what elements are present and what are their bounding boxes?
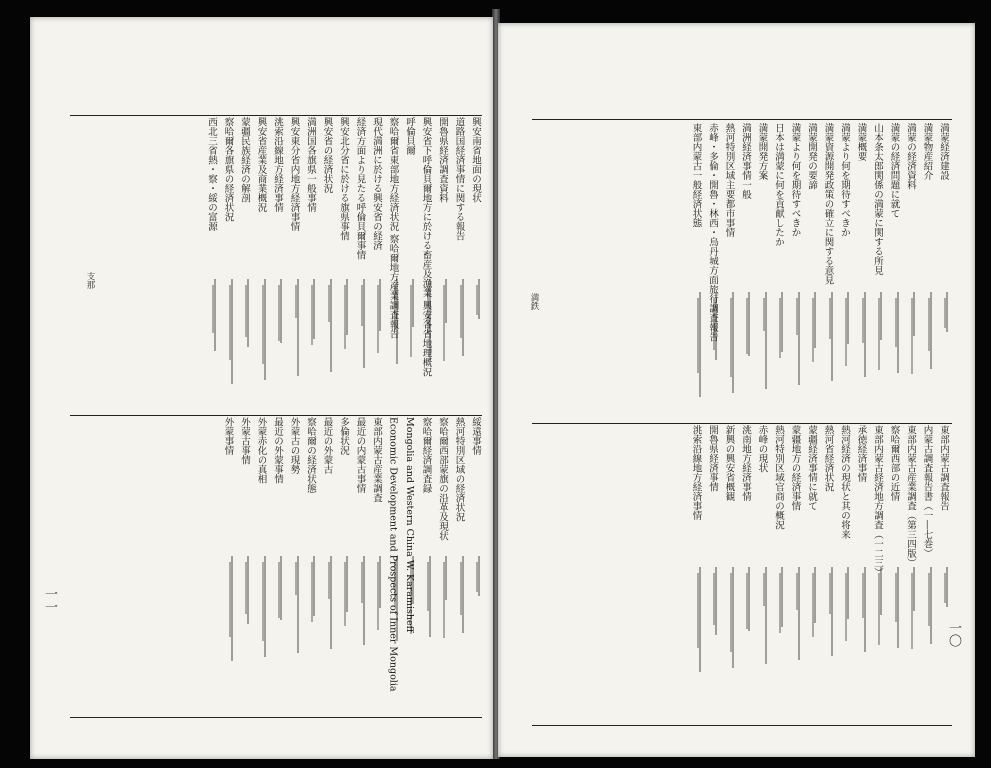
right-upper-header: 満鉄 [529,293,539,310]
meta-text-stub [377,562,379,630]
meta-text-stub [278,285,280,341]
meta-text-stub [812,573,814,637]
left-lower-entry-title: 多倫状況 [338,417,349,455]
left-lower-entry-title: 察哈爾の経済状態 [305,417,316,493]
meta-text-stub [410,562,412,634]
meta-text-stub [427,285,429,334]
right-upper-entry-title: 満蒙開発の要諦 [806,123,817,190]
left-lower-entry-title: 外蒙赤化の真相 [255,417,267,484]
meta-text-stub [779,298,781,358]
left-upper-entry-title: 開魯県経済調査資料 [437,117,448,203]
left-upper-entry-title: 興安南省地面の現状 [470,117,481,203]
right-lower-entry-title: 蒙疆経済事情に就て [806,425,817,511]
right-lower-meta-column [767,563,784,713]
left-lower-list [74,417,481,692]
left-upper-meta-column [233,275,250,415]
meta-text-stub [796,298,798,335]
left-page [30,17,493,759]
meta-text-stub [476,562,478,592]
right-upper-meta-column [866,288,883,413]
right-upper-entry-title: 満蒙の経済問題に就て [888,123,900,218]
right-upper-meta [536,288,948,413]
left-lower-entry-title: Mongolia and Western China W. Karamisheff [404,417,415,633]
meta-text-stub [344,285,346,349]
left-upper-entry-title: 察哈爾各旗県の経済状況 [222,117,234,222]
left-lower-entry-title: 東部内蒙古産業調査 [371,417,382,503]
right-upper-entry-title: 山本条太郎関係の満蒙に関する所見 [872,123,883,275]
meta-text-stub [311,562,313,622]
meta-text-stub [763,573,765,606]
meta-text-stub [812,298,814,362]
right-page [498,23,975,757]
left-bottom-rule [70,717,482,718]
meta-text-stub [478,556,480,596]
right-lower-entry-title: 洮索沿線地方経済事情 [690,425,702,520]
meta-text-stub [361,562,363,603]
left-upper-entry-title: 察哈爾省東部地方経済状況 察哈爾地方産業調査報告 [387,117,399,339]
left-upper-meta-column [315,275,332,415]
right-lower-meta-column [701,563,718,713]
left-lower-meta-column [431,552,448,712]
left-upper-meta-column [447,275,464,415]
meta-text-stub [460,285,462,338]
left-upper-meta-column [299,275,316,415]
right-lower-entry-title: 内蒙古調査報告書（一―七巻） [921,425,933,558]
meta-text-stub [862,298,864,343]
right-lower-meta-column [932,563,949,713]
right-lower-entry-title: 熱河経済の現状と其の将来 [839,425,850,539]
left-upper-meta [74,275,480,415]
left-upper-meta-column [398,275,415,415]
meta-text-stub [944,298,946,328]
left-upper-entry-title: 経済方面より見たる呼倫貝爾事情 [354,117,366,260]
left-upper-entry-title: 興安北分省に於ける旗県事情 [338,117,349,241]
right-upper-meta-column [800,288,817,413]
right-lower-meta-column [734,563,751,713]
left-lower-entry-title: 最近の外蒙古 [321,417,333,474]
left-lower-entry-title: 熱河特別区域の経済状況 [453,417,465,522]
left-upper-meta-column [365,275,382,415]
right-upper-entry-title: 満洲経済事情一般 [740,123,751,199]
left-lower-meta-column [398,552,415,712]
meta-text-stub [410,285,412,357]
left-lower-meta-column [266,552,283,712]
right-lower-entry-title: 東部内蒙古産業調査（第三四版） [905,425,916,568]
meta-text-stub [427,562,429,611]
meta-text-stub [460,562,462,615]
left-upper-meta-column [348,275,365,415]
right-upper-rule [532,119,952,120]
left-upper-entry-title: 呼倫貝爾 [404,117,415,155]
left-upper-entry-title: 西北三省熱・察・綏の富源 [206,117,217,231]
right-lower-entry-title: 東部内蒙古経済地方調査（一二三） [872,425,883,577]
left-upper-entry-title: 蒙疆民族経済の解剖 [239,117,250,203]
right-lower-meta-column [915,563,932,713]
right-bottom-rule [532,725,952,726]
meta-text-stub [245,285,247,337]
left-upper-entry-title: 興安省の経済状況 [321,117,333,193]
left-lower-entry-title: Economic Development and Prospects of Inner Mongolia [387,417,399,692]
meta-text-stub [478,279,480,319]
right-upper-meta-column [932,288,949,413]
meta-text-stub [262,562,264,641]
left-lower-meta-column [249,552,266,712]
meta-text-stub [262,285,264,364]
meta-text-stub [895,298,897,347]
right-upper-entry-title: 東部内蒙古一般経済状態 [690,123,702,228]
left-lower-meta-column [299,552,316,712]
right-upper-entry-title: 熱河特別区域主要都市事情 [723,123,735,237]
left-upper-meta-column [464,275,481,415]
left-lower-meta-column [447,552,464,712]
left-lower-entry-title: 外蒙事情 [222,417,234,455]
left-lower-entry-title: 外蒙古の現勢 [288,417,300,474]
left-upper-rule [70,115,482,116]
meta-text-stub [911,298,913,374]
left-upper-meta-column [249,275,266,415]
meta-text-stub [829,573,831,614]
meta-text-stub [394,285,396,330]
meta-text-stub [878,298,880,370]
left-upper-meta-column [414,275,431,415]
left-lower-meta-column [464,552,481,712]
right-upper-entry-title: 満蒙物産紹介 [921,123,933,180]
right-lower-meta-column [717,563,734,713]
right-lower-meta-column [849,563,866,713]
left-upper-meta-column [381,275,398,415]
meta-text-stub [377,285,379,353]
meta-text-stub [443,285,445,361]
meta-text-stub [278,562,280,618]
right-upper-entry-title: 満蒙より何を期待すべきか [789,123,801,237]
meta-text-stub [245,562,247,614]
right-upper-meta-column [717,288,734,413]
meta-text-stub [946,567,948,607]
right-upper-meta-column [816,288,833,413]
right-upper-entry-title: 赤峰・多倫・開魯・林西・烏丹城方面旅行調査報告 [707,123,718,342]
meta-text-stub [328,285,330,322]
left-lower-meta-column [233,552,250,712]
right-lower-entry-title: 洮南地方経済事情 [740,425,751,501]
meta-text-stub [746,298,748,354]
meta-text-stub [878,573,880,645]
right-mid-rule [532,423,952,424]
left-upper-entry-title: 道路国経済事情に関する報告 [453,117,465,241]
right-upper-meta-column [833,288,850,413]
right-lower-entry-title: 東部内蒙古調査報告 [938,425,949,511]
meta-text-stub [730,298,732,377]
right-upper-meta-column [767,288,784,413]
meta-text-stub [944,573,946,603]
left-upper-header: 支那 [85,272,95,289]
meta-text-stub [713,573,715,625]
right-upper-meta-column [701,288,718,413]
meta-text-stub [311,285,313,345]
right-upper-meta-column [882,288,899,413]
meta-text-stub [328,562,330,599]
meta-text-stub [796,573,798,610]
meta-text-stub [862,573,864,618]
right-lower-meta-column [684,563,701,713]
right-lower-entry-title: 開魯県経済事情 [707,425,718,492]
meta-text-stub [295,285,297,318]
right-upper-meta-column [750,288,767,413]
right-lower-entry-title: 蒙疆地方の経済事情 [789,425,801,511]
left-lower-entry-title: 綏遠事情 [470,417,481,455]
meta-text-stub [746,573,748,629]
left-lower-meta-column [216,552,233,712]
right-lower-entry-title: 察哈爾西部の近情 [888,425,900,501]
left-upper-entry-title: 興安省下呼倫貝爾地方に於ける畜産及漁業 興安各省地理概況 [420,117,432,377]
right-lower-meta-column [800,563,817,713]
meta-text-stub [928,573,930,626]
left-upper-entry-title: 洮索沿線地方経済事情 [272,117,283,212]
meta-text-stub [763,298,765,331]
right-lower-meta-column [899,563,916,713]
right-lower-entry-title: 赤峰の現状 [756,425,768,473]
meta-text-stub [476,285,478,315]
right-lower-meta-column [833,563,850,713]
right-upper-list [536,123,949,342]
left-upper-entry-title: 現代満洲に於ける興安省の経済 [371,117,382,250]
right-lower-meta-column [882,563,899,713]
left-lower-meta-column [365,552,382,712]
right-lower-entry-title: 熱河特別区域官商の概況 [773,425,784,530]
right-lower-entry-title: 承徳経済事情 [855,425,867,482]
right-lower-list [536,425,949,577]
meta-text-stub [361,285,363,326]
left-lower-entry-title: 最近の内蒙古事情 [354,417,366,493]
left-lower-entry-title: 察哈爾西部蒙旗の沿革及現状 [437,417,448,541]
left-lower-entry-title: 外蒙古事情 [239,417,250,465]
right-upper-entry-title: 満蒙概要 [855,123,867,161]
page-number-left: 一一 [42,587,57,613]
right-upper-meta-column [734,288,751,413]
left-mid-rule [70,415,482,416]
meta-text-stub [730,573,732,652]
right-upper-meta-column [849,288,866,413]
meta-text-stub [946,292,948,332]
meta-text-stub [394,562,396,607]
meta-text-stub [697,298,699,373]
left-lower-meta-column [332,552,349,712]
meta-text-stub [212,285,214,333]
left-lower-entry-title: 最近の外蒙事情 [272,417,283,484]
meta-text-stub [845,298,847,366]
left-upper-entry-title: 興安省産業及商業概況 [255,117,267,212]
left-lower-meta-column [348,552,365,712]
left-lower-meta-column [315,552,332,712]
meta-text-stub [295,562,297,595]
right-lower-meta [536,563,948,713]
meta-text-stub [229,562,231,637]
right-upper-entry-title: 満蒙より何を期待すべきか [839,123,850,237]
left-lower-meta-column [414,552,431,712]
meta-text-stub [229,285,231,360]
left-upper-meta-column [332,275,349,415]
left-upper-meta-column [266,275,283,415]
right-upper-meta-column [899,288,916,413]
left-lower-meta [74,552,480,712]
meta-text-stub [895,573,897,622]
left-upper-meta-column [200,275,217,415]
right-lower-meta-column [816,563,833,713]
left-upper-entry-title: 興安東分省内地方経済事情 [288,117,300,231]
meta-text-stub [911,573,913,649]
right-lower-meta-column [750,563,767,713]
right-upper-meta-column [684,288,701,413]
right-upper-meta-column [783,288,800,413]
left-lower-meta-column [381,552,398,712]
meta-text-stub [697,573,699,648]
left-upper-meta-column [282,275,299,415]
meta-text-stub [779,573,781,633]
meta-text-stub [713,298,715,350]
left-upper-meta-column [216,275,233,415]
left-upper-entry-title: 満洲国各旗県一般事情 [305,117,316,212]
right-lower-meta-column [783,563,800,713]
right-upper-meta-column [915,288,932,413]
meta-text-stub [443,562,445,638]
right-upper-entry-title: 満蒙開発方案 [756,123,768,180]
right-lower-entry-title: 熱河省経済状況 [822,425,834,492]
meta-text-stub [845,573,847,641]
left-lower-meta-column [282,552,299,712]
right-upper-entry-title: 満蒙の経済資料 [905,123,916,190]
meta-text-stub [928,298,930,351]
book-spread [30,9,975,759]
left-lower-entry-title: 察哈爾経済調査録 [420,417,432,493]
right-upper-entry-title: 満蒙資源開発政策の確立に関する意見 [822,123,834,285]
page-number-right: 一〇 [946,621,961,647]
right-upper-entry-title: 日本は満蒙に何を貢献したか [773,123,784,247]
right-lower-meta-column [866,563,883,713]
right-upper-entry-title: 満蒙経済建設 [938,123,949,180]
left-upper-meta-column [431,275,448,415]
meta-text-stub [344,562,346,626]
meta-text-stub [829,298,831,339]
right-lower-entry-title: 新興の興安省概観 [723,425,735,501]
